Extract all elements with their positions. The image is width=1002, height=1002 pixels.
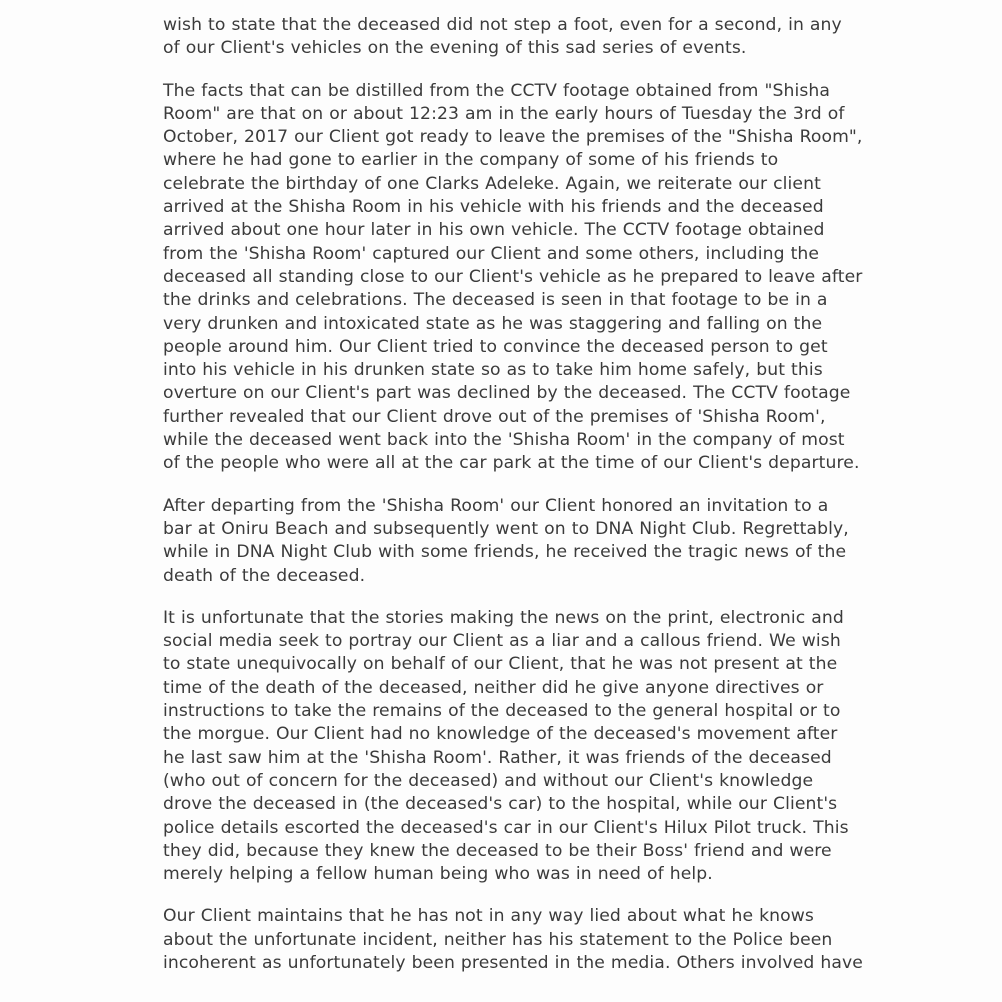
- paragraph: It is unfortunate that the stories making the news on the print, electronic and social media seek to portray our Client as a liar and a callous friend. We wish to state unequivocally on behalf of our Client, that he was not present at the time of the death of the deceased, neither did he give anyone directives or instructions to take the remains of the deceased to the general hospital or to the morgue. Our Client had no knowledge of the deceased's movement after he last saw him at the 'Shisha Room'. Rather, it was friends of the deceased (who out of concern for the deceased) and without our Client's knowledge drove the deceased in (the deceased's car) to the hospital, while our Client's police details escorted the deceased's car in our Client's Hilux Pilot truck. This they did, because they knew the deceased to be their Boss' friend and were merely helping a fellow human being who was in need of help.: [163, 607, 849, 885]
- paragraph: Our Client maintains that he has not in any way lied about what he knows about the unfortunate incident, neither has his statement to the Police been incoherent as unfortunately been presented in the media. Others involved have: [163, 906, 863, 973]
- document-text-body: [163, 0, 863, 975]
- paragraph: wish to state that the deceased did not step a foot, even for a second, in any of our Client's vehicles on the evening of this sad series of events.: [163, 15, 842, 59]
- paragraph: The facts that can be distilled from the CCTV footage obtained from "Shisha Room" are that on or about 12:23 am in the early hours of Tuesday the 3rd of October, 2017 our Client got ready to leave the premises of the "Shisha Room", where he had gone to earlier in the company of some of his friends to celebrate the birthday of one Clarks Adeleke. Again, we reiterate our client arrived at the Shisha Room in his vehicle with his friends and the deceased arrived about one hour later in his own vehicle. The CCTV footage obtained from the 'Shisha Room' captured our Client and some others, including the deceased all standing close to our Client's vehicle as he prepared to leave after the drinks and celebrations. The deceased is seen in that footage to be in a very drunken and intoxicated state as he was staggering and falling on the people around him. Our Client tried to convince the deceased person to get into his vehicle in his drunken state so as to take him home safely, but this overture on our Client's part was declined by the deceased. The CCTV footage further revealed that our Client drove out of the premises of 'Shisha Room', while the deceased went back into the 'Shisha Room' in the company of most of the people who were all at the car park at the time of our Client's departure.: [163, 80, 863, 474]
- paragraph: After departing from the 'Shisha Room' our Client honored an invitation to a bar at Oniru Beach and subsequently went on to DNA Night Club. Regrettably, while in DNA Night Club with some friends, he received the tragic news of the death of the deceased.: [163, 495, 849, 586]
